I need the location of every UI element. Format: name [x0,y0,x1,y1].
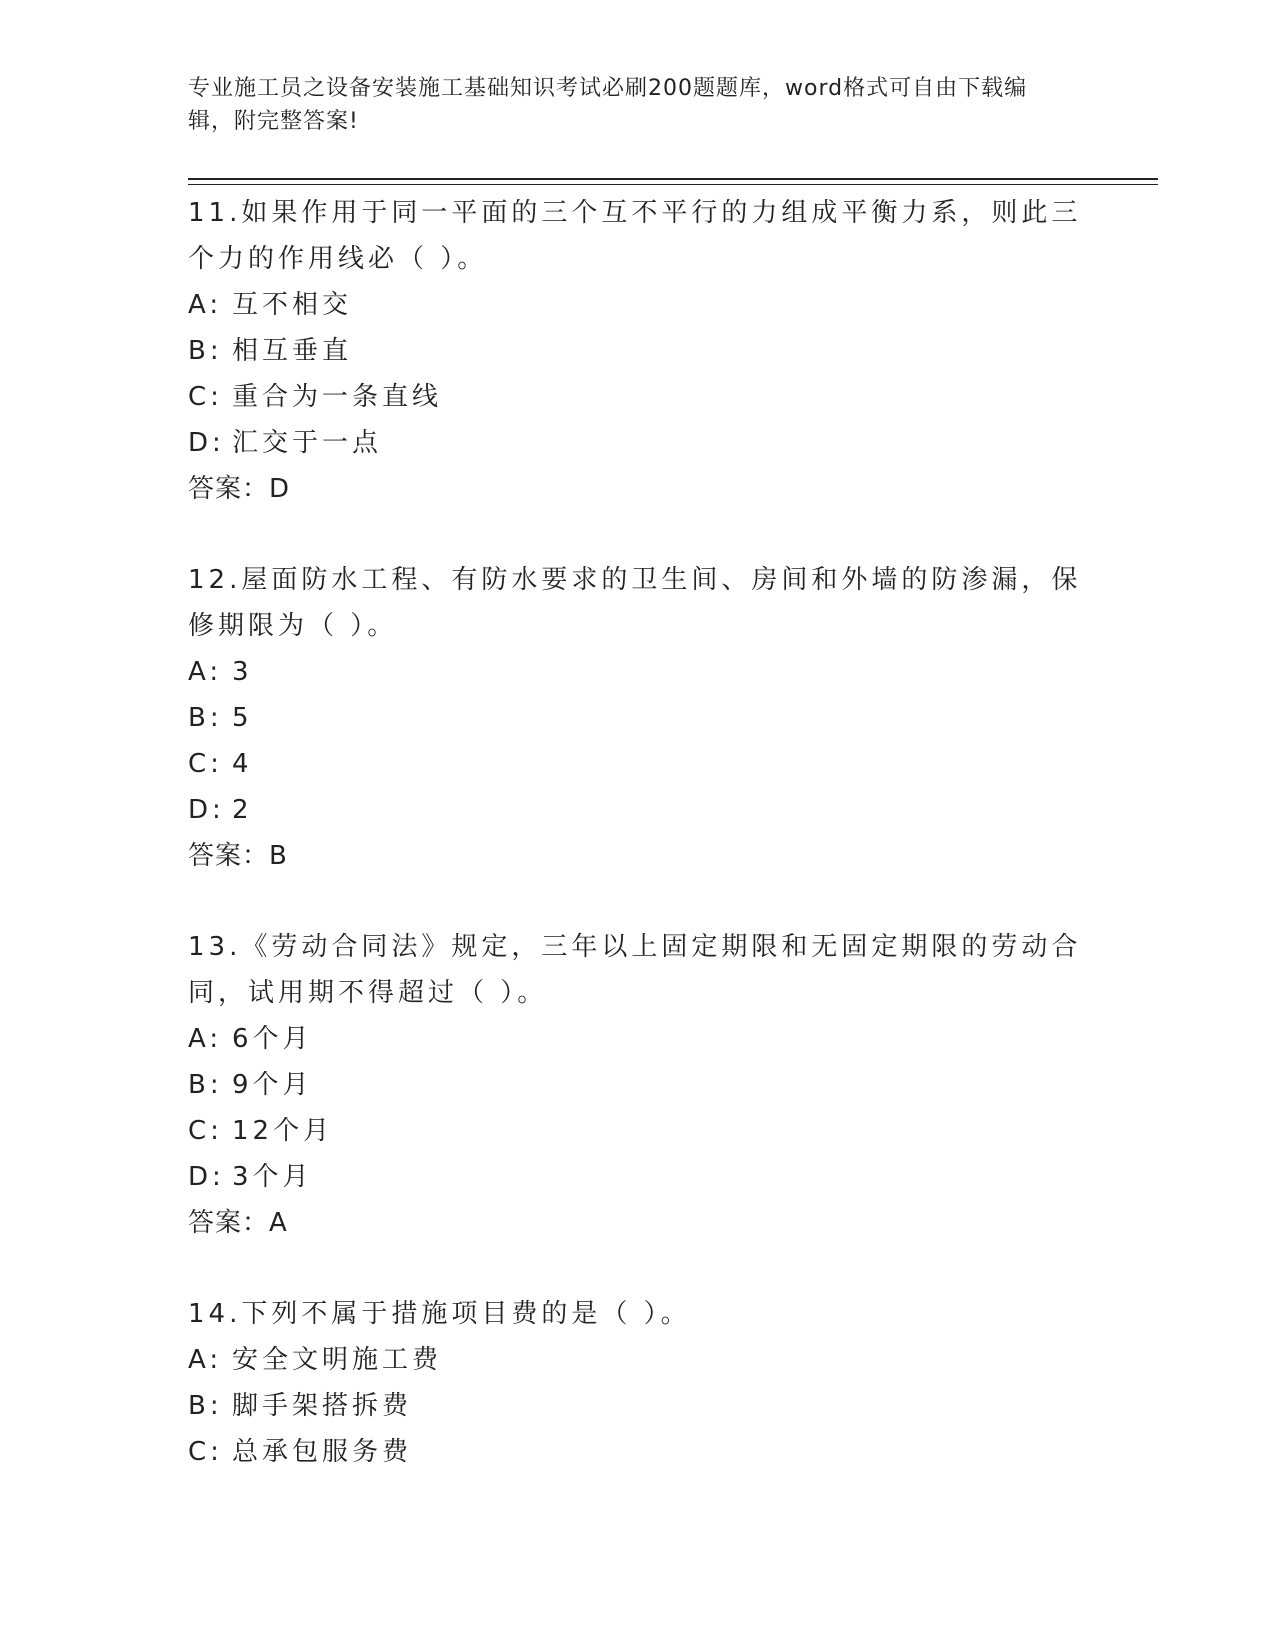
question-stem: 12.屋面防水工程、有防水要求的卫生间、房间和外墙的防渗漏，保修期限为（ ）。 [188,565,1082,641]
question-list [188,190,1088,1520]
answer-value: A [269,1208,288,1238]
option-text: 互不相交 [232,290,353,320]
option-text: 重合为一条直线 [232,382,443,412]
question-block [188,924,1088,1246]
answer-value: B [269,841,288,871]
answer-option [188,420,1088,466]
question-stem: 14.下列不属于措施项目费的是（ ）。 [188,1299,691,1329]
answer-line [188,466,1088,512]
answer-label: 答案： [188,841,270,871]
option-key: A: [188,1024,223,1054]
option-text: 9个月 [232,1070,313,1100]
option-key: D: [188,795,225,825]
answer-label: 答案： [188,1208,270,1238]
answer-option [188,1383,1088,1429]
option-text: 脚手架搭拆费 [232,1391,413,1421]
option-text: 安全文明施工费 [232,1345,443,1375]
document-header: 专业施工员之设备安装施工基础知识考试必刷200题题库，word格式可自由下载编辑，附完整答案! [188,76,1028,134]
option-key: B: [188,1391,223,1421]
question-block [188,557,1088,879]
answer-option [188,787,1088,833]
answer-option [188,374,1088,420]
option-text: 汇交于一点 [232,428,383,458]
option-text: 5 [232,703,253,733]
answer-option [188,695,1088,741]
header-divider-thin [188,184,1158,185]
option-text: 总承包服务费 [232,1437,413,1467]
answer-option [188,1429,1088,1475]
option-text: 相互垂直 [232,336,353,366]
option-key: C: [188,749,223,779]
header-divider-thick [188,178,1158,180]
option-key: B: [188,703,223,733]
option-text: 3 [232,657,253,687]
option-text: 3个月 [232,1162,313,1192]
option-key: D: [188,428,225,458]
answer-option [188,741,1088,787]
option-key: A: [188,657,223,687]
question-block [188,1291,1088,1475]
answer-value: D [269,474,291,504]
answer-option [188,1154,1088,1200]
answer-line [188,833,1088,879]
question-block [188,190,1088,512]
option-text: 6个月 [232,1024,313,1054]
answer-option [188,1108,1088,1154]
answer-option [188,1337,1088,1383]
option-key: B: [188,1070,223,1100]
option-text: 4 [232,749,253,779]
answer-label: 答案： [188,474,270,504]
option-key: C: [188,1437,223,1467]
answer-option [188,1062,1088,1108]
answer-option [188,328,1088,374]
option-key: C: [188,1116,223,1146]
answer-line [188,1200,1088,1246]
answer-option [188,649,1088,695]
option-key: D: [188,1162,225,1192]
answer-option [188,1016,1088,1062]
option-text: 12个月 [232,1116,334,1146]
answer-option [188,282,1088,328]
question-stem: 13.《劳动合同法》规定，三年以上固定期限和无固定期限的劳动合同，试用期不得超过（ ）。 [188,932,1082,1008]
option-key: C: [188,382,223,412]
option-key: A: [188,1345,223,1375]
option-key: A: [188,290,223,320]
option-key: B: [188,336,223,366]
question-stem: 11.如果作用于同一平面的三个互不平行的力组成平衡力系，则此三个力的作用线必（ ）。 [188,198,1082,274]
option-text: 2 [232,795,253,825]
